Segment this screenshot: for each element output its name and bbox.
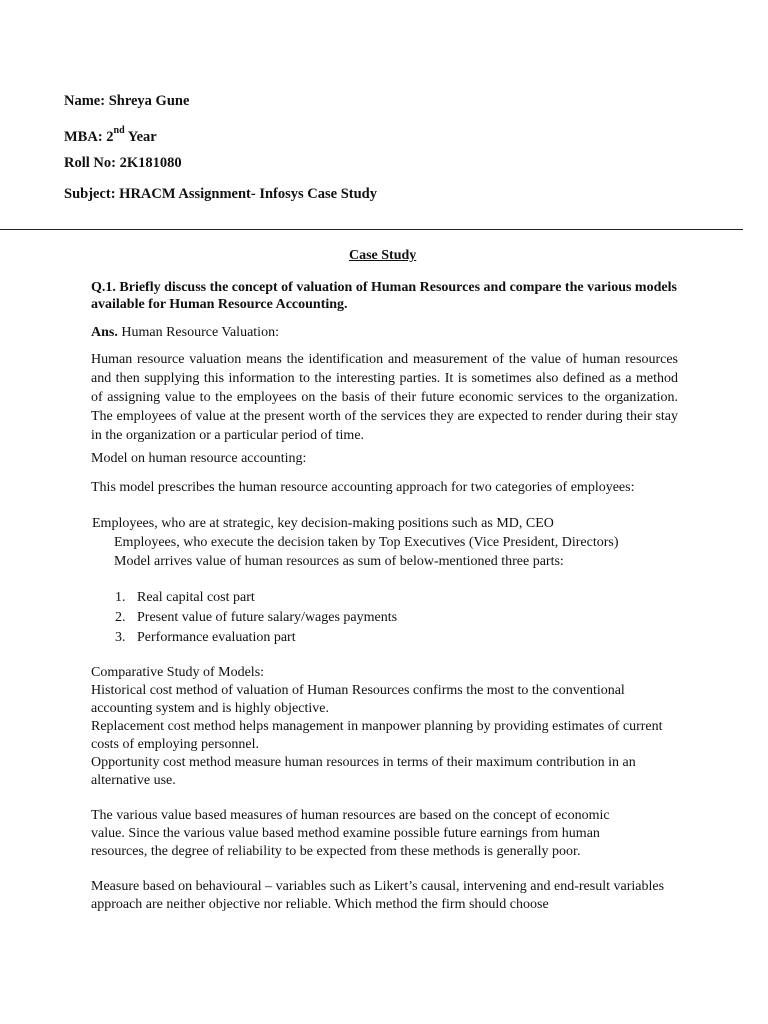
mba-suffix: Year — [124, 128, 157, 145]
model-intro: This model prescribes the human resource accounting approach for two categories of employees: — [91, 480, 635, 495]
list-item-text: Real capital cost part — [137, 590, 255, 605]
parts-list — [91, 588, 397, 648]
list-item-text: Performance evaluation part — [137, 630, 296, 645]
opportunity-cost: Opportunity cost method measure human resources in terms of their maximum contribution in an alternative use. — [91, 755, 636, 788]
answer-heading — [91, 323, 279, 342]
list-item — [91, 608, 397, 628]
list-item-text: Present value of future salary/wages payments — [137, 610, 398, 625]
list-item — [91, 588, 397, 608]
behavioural-measures: Measure based on behavioural – variables such as Likert’s causal, intervening and end-result variables approach are neither objective nor reliable. Which method the firm should choose — [91, 879, 665, 912]
list-item — [91, 628, 397, 648]
student-name: Name: Shreya Gune — [64, 93, 190, 109]
header-divider — [0, 229, 743, 230]
model-heading: Model on human resource accounting: — [91, 451, 307, 466]
comparative-heading: Comparative Study of Models: — [91, 665, 265, 680]
list-item-number: 1. — [115, 590, 126, 605]
employees-strategic: Employees, who are at strategic, key decision-making positions such as MD, CEO — [92, 516, 554, 531]
page-title: Case Study — [349, 248, 417, 263]
employees-execute: Employees, who execute the decision taken by Top Executives (Vice President, Directors) — [114, 535, 619, 550]
valuation-paragraph: Human resource valuation means the identification and measurement of the value of human resources and then supplying this information to the interesting parties. It is sometimes also defined as a method of assigning value to the employees on the basis of their future economic services to the organization. The employees of value at the present worth of the services they are expected to render during their stay in the organization or a particular period of time. — [91, 352, 678, 443]
mba-prefix: MBA: 2 — [64, 128, 114, 145]
mba-superscript: nd — [113, 125, 125, 136]
historical-cost: Historical cost method of valuation of Human Resources confirms the most to the conventional accounting system and is highly objective. — [91, 683, 625, 716]
replacement-cost: Replacement cost method helps management in manpower planning by providing estimates of current costs of employing personnel. — [91, 719, 663, 752]
model-arrives: Model arrives value of human resources as sum of below-mentioned three parts: — [114, 554, 564, 569]
answer-label: Ans. — [91, 325, 118, 340]
answer-heading-text: Human Resource Valuation: — [117, 325, 279, 340]
list-item-number: 2. — [115, 610, 126, 625]
question: Q.1. Briefly discuss the concept of valuation of Human Resources and compare the various models available for Human Resource Accounting. — [91, 280, 677, 312]
roll-number: Roll No: 2K181080 — [64, 155, 182, 171]
list-item-number: 3. — [115, 630, 126, 645]
mba-year — [64, 127, 157, 146]
value-based-measures: The various value based measures of human resources are based on the concept of economic value. Since the various value based method examine possible future earnings from human resources, the degree of reliability to be expected from these methods is generally poor. — [91, 808, 610, 859]
subject: Subject: HRACM Assignment- Infosys Case Study — [64, 186, 377, 202]
